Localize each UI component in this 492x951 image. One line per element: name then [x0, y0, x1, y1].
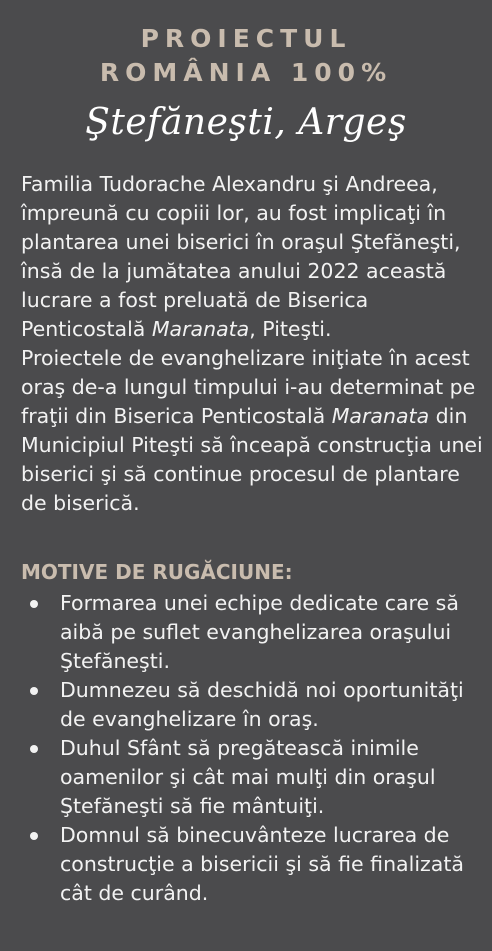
intro-paragraph-1: [21, 170, 483, 344]
prayer-item-text: Duhul Sfânt să pregătească inimile oamenilor şi cât mai mulţi din oraşul Ştefăneşti să fie mântuiţi.: [60, 736, 436, 818]
prayer-item: [30, 734, 480, 821]
project-heading-line2: ROMÂNIA 100%: [99, 58, 393, 87]
intro-p1-church-name: Maranata: [151, 317, 250, 341]
bullet-icon: [30, 745, 38, 753]
intro-p2-text-b: din Municipiul Piteşti să înceapă construcţia unei biserici şi să continue procesul de plantare de biserică.: [21, 404, 483, 515]
prayer-list: [30, 589, 480, 908]
bullet-icon: [30, 687, 38, 695]
intro-p2-text-a: Proiectele de evanghelizare iniţiate în acest oraş de-a lungul timpului i-au determinat pe fraţii din Biserica Penticostală: [21, 346, 476, 428]
project-heading-line1: PROIECTUL: [140, 24, 352, 53]
prayer-item-text: Domnul să binecuvânteze lucrarea de construcţie a bisericii şi să fie finalizată cât de curând.: [60, 823, 464, 905]
intro-p1-text-a: Familia Tudorache Alexandru şi Andreea, împreună cu copiii lor, au fost implicaţi în plantarea unei biserici în oraşul Ştefăneşti, însă de la jumătatea anului 2022 această lucrare a fost preluată de Biserica Penticostală: [21, 172, 461, 341]
bullet-icon: [30, 600, 38, 608]
intro-text: [21, 170, 483, 518]
prayer-item-text: Dumnezeu să deschidă noi oportunităţi de evanghelizare în oraş.: [60, 678, 464, 731]
prayer-item: [30, 676, 480, 734]
intro-p2-church-name: Maranata: [331, 404, 430, 428]
intro-paragraph-2: [21, 344, 483, 518]
prayer-item: [30, 821, 480, 908]
prayer-section-title: MOTIVE DE RUGĂCIUNE:: [21, 560, 293, 584]
intro-p1-text-b: , Piteşti.: [249, 317, 332, 341]
prayer-item-text: Formarea unei echipe dedicate care să aibă pe suflet evanghelizarea oraşului Ştefăneşti.: [60, 591, 459, 673]
prayer-item: [30, 589, 480, 676]
location-title: Ştefăneşti, Argeş: [85, 102, 407, 143]
bullet-icon: [30, 832, 38, 840]
